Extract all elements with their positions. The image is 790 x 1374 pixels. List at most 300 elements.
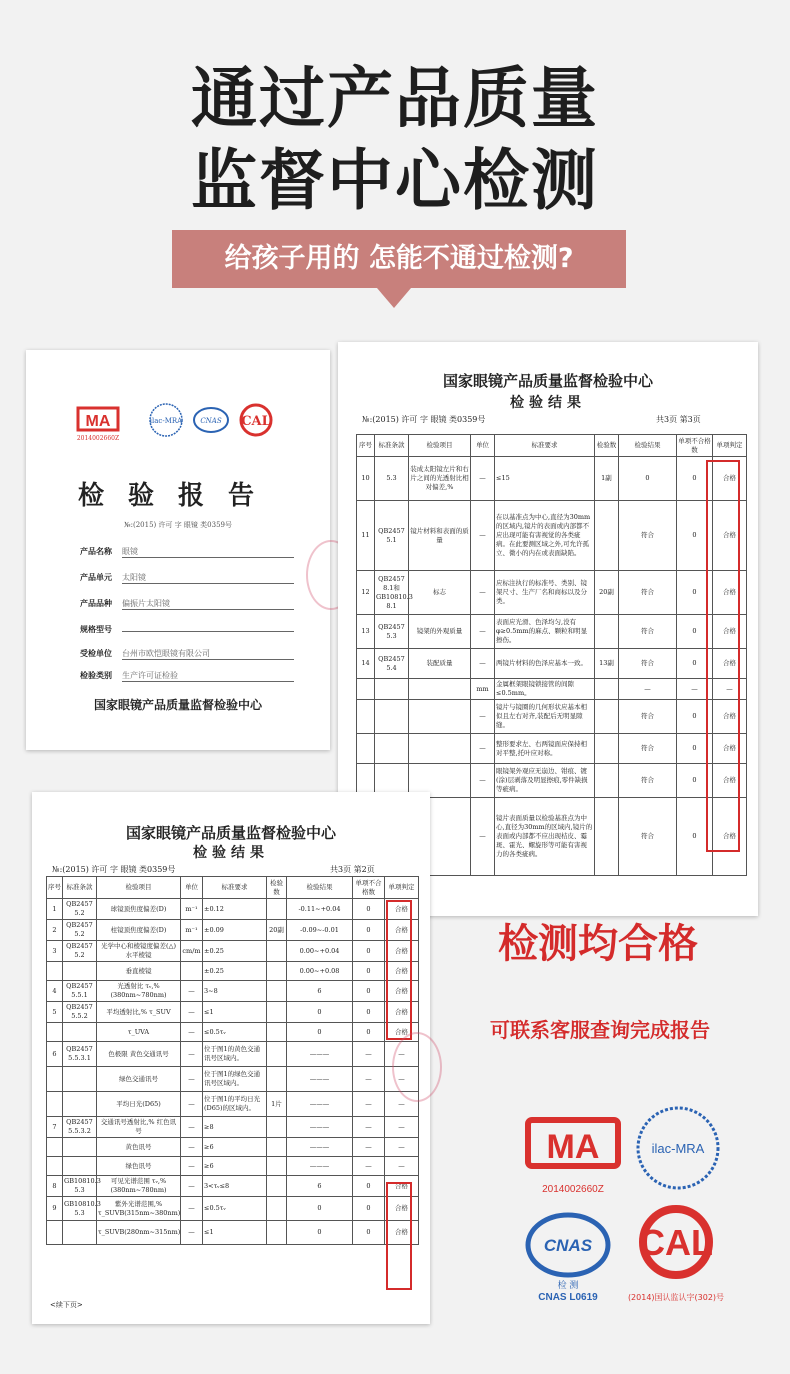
table-cell [595, 679, 619, 700]
table-cell: 合格 [385, 920, 419, 941]
table-cell: — [181, 1002, 203, 1023]
table-cell: 合格 [713, 700, 747, 734]
table-row [47, 1042, 419, 1067]
table-row [47, 1197, 419, 1221]
headline-line2: 监督中心检测 [191, 142, 599, 219]
table-cell: 可见光谱范围 τᵥ,%(380nm~780nm) [97, 1176, 181, 1197]
table-cell [357, 679, 375, 700]
p3-report-no: №:(2015) 许可 字 眼镜 类0359号 [362, 415, 486, 424]
table-header-cell: 单项判定 [713, 435, 747, 457]
table-cell: — [353, 1067, 385, 1092]
table-cell: 0 [677, 615, 713, 649]
table-cell: 应标注执行的标准号、类别、镜架尺寸、生产厂名和商标以及分类。 [495, 571, 595, 615]
p3-redbox [706, 460, 740, 852]
table-header-row [47, 877, 419, 899]
table-cell [267, 1002, 287, 1023]
table-cell: QB2457 5.5.2 [63, 1002, 97, 1023]
table-header-cell: 检验项目 [97, 877, 181, 899]
banner: 给孩子用的 怎能不通过检测? [172, 230, 626, 288]
p3-page-no: 共3页 第3页 [656, 415, 701, 424]
table-cell: ≥8 [203, 1117, 267, 1138]
table-cell [47, 1023, 63, 1042]
table-cell: 0 [677, 457, 713, 501]
table-cell: 0 [353, 941, 385, 962]
table-cell: 合格 [713, 734, 747, 764]
table-cell: — [471, 571, 495, 615]
table-row [357, 734, 747, 764]
table-cell [409, 679, 471, 700]
table-cell: 5 [47, 1002, 63, 1023]
p2-result-table [46, 876, 419, 1245]
table-cell: — [471, 764, 495, 798]
p2-title: 国家眼镜产品质量监督检验中心 [125, 824, 336, 842]
table-header-cell: 单项不合格数 [353, 877, 385, 899]
table-cell: 色极限 黄色交通讯号 [97, 1042, 181, 1067]
table-header-cell: 序号 [47, 877, 63, 899]
table-cell: 合格 [713, 764, 747, 798]
table-cell: ±0.12 [203, 899, 267, 920]
table-cell: 10 [357, 457, 375, 501]
cover-ma-text: MA [85, 413, 111, 430]
table-cell: 两镜片材料的色泽应基本一致。 [495, 649, 595, 679]
table-cell: 符合 [619, 764, 677, 798]
table-cell: 合格 [385, 941, 419, 962]
table-cell: 0 [677, 649, 713, 679]
table-cell: QB2457 5.2 [63, 899, 97, 920]
table-cell: mm [471, 679, 495, 700]
table-cell: 眼镜架外观应无崩边、钳痕、镀(涂)层剥落及明显擦痕,零件缺损等疵病。 [495, 764, 595, 798]
table-row [47, 1138, 419, 1157]
table-cell: 11 [357, 501, 375, 571]
table-row [47, 1002, 419, 1023]
table-cell [267, 1067, 287, 1092]
table-cell: 12 [357, 571, 375, 615]
table-cell: QB2457 5.5.3.2 [63, 1117, 97, 1138]
table-cell: ≥6 [203, 1138, 267, 1157]
table-cell: 合格 [713, 501, 747, 571]
table-cell: 0 [287, 1197, 353, 1221]
table-cell: — [353, 1138, 385, 1157]
table-header-cell: 单位 [181, 877, 203, 899]
table-header-cell: 单项不合格数 [677, 435, 713, 457]
table-row [47, 1092, 419, 1117]
table-cell: 符合 [619, 798, 677, 876]
table-row [47, 962, 419, 981]
table-cell: — [181, 1117, 203, 1138]
table-row [47, 1157, 419, 1176]
table-cell: 0 [677, 501, 713, 571]
cnas-logo-icon [194, 408, 228, 432]
table-cell: 合格 [385, 962, 419, 981]
table-cell: 3<τᵥ≤8 [203, 1176, 267, 1197]
p2-page-no: 共3页 第2页 [330, 865, 375, 874]
table-cell: — [181, 1221, 203, 1245]
cover-cnas-text: CNAS [200, 417, 222, 425]
table-cell: 0 [677, 764, 713, 798]
table-cell: 7 [47, 1117, 63, 1138]
table-row [357, 649, 747, 679]
table-cell [267, 899, 287, 920]
table-header-cell: 检验项目 [409, 435, 471, 457]
table-cell: m⁻¹ [181, 899, 203, 920]
table-cell: 5.3 [375, 457, 409, 501]
table-cell: GB10810.3 5.3 [63, 1197, 97, 1221]
table-cell: — [181, 1176, 203, 1197]
table-cell: 3 [47, 941, 63, 962]
table-cell: 符合 [619, 501, 677, 571]
table-cell: — [471, 649, 495, 679]
table-cell [63, 1157, 97, 1176]
table-cell: — [353, 1117, 385, 1138]
p2-subtitle: 检验结果 [193, 845, 269, 861]
table-cell: — [181, 1138, 203, 1157]
table-cell: 1 [47, 899, 63, 920]
p3-subtitle: 检验结果 [510, 395, 586, 411]
table-cell [47, 1067, 63, 1092]
table-cell: 0.00~+0.08 [287, 962, 353, 981]
table-cell: 平均透射比,% τ_SUV [97, 1002, 181, 1023]
table-cell: 0 [677, 734, 713, 764]
table-cell: QB2457 5.2 [63, 941, 97, 962]
table-cell: QB2457 5.3 [375, 615, 409, 649]
table-cell: — [471, 798, 495, 876]
table-cell: 合格 [713, 798, 747, 876]
table-cell: 0 [353, 1023, 385, 1042]
cal-logo-icon [241, 405, 271, 435]
table-cell: 合格 [385, 1197, 419, 1221]
table-cell: 2 [47, 920, 63, 941]
table-cell: 6 [287, 981, 353, 1002]
table-cell: — [385, 1042, 419, 1067]
table-cell: 合格 [713, 615, 747, 649]
table-cell [63, 962, 97, 981]
table-row [47, 981, 419, 1002]
table-cell [267, 1138, 287, 1157]
table-cell: 1副 [595, 457, 619, 501]
table-cell: 符合 [619, 571, 677, 615]
table-cell: 13副 [595, 649, 619, 679]
table-row [47, 1221, 419, 1245]
table-cell: 0 [287, 1221, 353, 1245]
table-header-cell: 检验数 [267, 877, 287, 899]
table-cell: 0 [353, 899, 385, 920]
table-cell: 0 [353, 981, 385, 1002]
table-cell: 绿色交通讯号 [97, 1067, 181, 1092]
table-row [47, 899, 419, 920]
table-cell: — [471, 734, 495, 764]
cover-field-2: 产品品种 偏振片太阳镜 [80, 598, 310, 612]
table-cell [409, 700, 471, 734]
cover-cal-text: CAL [241, 414, 271, 429]
table-cell: ±0.25 [203, 962, 267, 981]
table-cell: QB2457 5.5.1 [63, 981, 97, 1002]
table-cell: 镜架的外观质量 [409, 615, 471, 649]
table-row [47, 1067, 419, 1092]
table-cell: 0.00~+0.04 [287, 941, 353, 962]
table-cell [47, 1221, 63, 1245]
table-row [47, 1023, 419, 1042]
cover-field-5: 检验类别 生产许可证检验 [80, 670, 310, 684]
table-cell: 镜片与镜圈的几何形状应基本相似且左右对齐,装配后无明显隙缝。 [495, 700, 595, 734]
table-cell [267, 1176, 287, 1197]
table-cell: 交通讯号透射比,% 红色讯号 [97, 1117, 181, 1138]
cover-report-no: №:(2015) 许可 字 眼镜 类0359号 [124, 521, 232, 529]
table-cell: 3~8 [203, 981, 267, 1002]
table-cell: ≥6 [203, 1157, 267, 1176]
table-cell: 金属框架眼镜锁接管的间隙≤0.5mm。 [495, 679, 595, 700]
table-cell: 合格 [385, 1221, 419, 1245]
table-cell: 合格 [385, 981, 419, 1002]
table-row [47, 1117, 419, 1138]
cert-ma-no: 2014002660Z [542, 1184, 604, 1195]
table-cell: QB2457 5.4 [375, 649, 409, 679]
stamp-seal-icon [392, 1032, 442, 1102]
table-cell: 6 [287, 1176, 353, 1197]
table-cell [409, 734, 471, 764]
table-cell [267, 1023, 287, 1042]
table-cell: — [385, 1157, 419, 1176]
table-cell: — [677, 679, 713, 700]
table-cell: 0 [353, 1002, 385, 1023]
cover-ma-no: 2014002660Z [76, 435, 120, 442]
table-cell: 表面应光滑、色泽均匀,没有φ≥0.5mm的麻点、颗粒和明显擦伤。 [495, 615, 595, 649]
cert-ma-text: MA [546, 1128, 600, 1166]
table-cell [47, 962, 63, 981]
table-cell: 0 [353, 962, 385, 981]
table-cell: 平均日光(D65) [97, 1092, 181, 1117]
table-row [357, 615, 747, 649]
table-cell [181, 962, 203, 981]
table-cell [267, 1042, 287, 1067]
table-cell: — [471, 501, 495, 571]
table-cell [63, 1067, 97, 1092]
cert-logos [508, 1100, 758, 1310]
table-cell: — [385, 1138, 419, 1157]
table-cell: — [713, 679, 747, 700]
table-cell: m⁻¹ [181, 920, 203, 941]
table-cell: 位于图1的绿色交通讯号区域内。 [203, 1067, 267, 1092]
table-cell [357, 700, 375, 734]
table-cell: ≤0.5τᵥ [203, 1197, 267, 1221]
table-cell: 符合 [619, 615, 677, 649]
table-cell: 装成太阳镜左片和右片之间的光透射比相对偏差,% [409, 457, 471, 501]
table-header-cell: 序号 [357, 435, 375, 457]
table-cell: 光学中心和棱镜度偏差(△) 水平棱镜 [97, 941, 181, 962]
table-row [357, 571, 747, 615]
table-cell [595, 764, 619, 798]
table-cell: 14 [357, 649, 375, 679]
table-cell: 合格 [713, 571, 747, 615]
cert-cnas-sub: 检 测 [557, 1281, 579, 1291]
table-row [357, 679, 747, 700]
table-cell [63, 1138, 97, 1157]
table-cell: ≤15 [495, 457, 595, 501]
cert-cal-text: CAL [639, 1222, 713, 1263]
table-cell [595, 700, 619, 734]
table-cell: GB10810.3 5.3 [63, 1176, 97, 1197]
table-cell [47, 1157, 63, 1176]
table-row [357, 457, 747, 501]
headline [0, 58, 790, 222]
table-cell: 13 [357, 615, 375, 649]
table-cell: — [619, 679, 677, 700]
table-cell [595, 734, 619, 764]
table-cell: — [181, 981, 203, 1002]
table-cell: QB2457 5.2 [63, 920, 97, 941]
table-header-cell: 检验结果 [619, 435, 677, 457]
table-cell: 符合 [619, 649, 677, 679]
table-cell: — [471, 457, 495, 501]
table-cell: 0 [677, 700, 713, 734]
table-cell: 柱镜顶焦度偏差(D) [97, 920, 181, 941]
table-cell: — [385, 1117, 419, 1138]
cover-field-3: 规格型号 [80, 624, 310, 638]
table-cell: 0 [677, 798, 713, 876]
cal-logo-icon [628, 1209, 724, 1302]
table-cell: 垂直棱镜 [97, 962, 181, 981]
cover-field-4: 受检单位 台州市欧恺眼镜有限公司 [80, 648, 310, 662]
table-cell: 合格 [385, 899, 419, 920]
cover-title: 检验报告 [77, 481, 278, 511]
table-header-cell: 标准要求 [495, 435, 595, 457]
table-cell: 符合 [619, 700, 677, 734]
table-cell [357, 734, 375, 764]
table-header-cell: 检验数 [595, 435, 619, 457]
table-cell: 绿色讯号 [97, 1157, 181, 1176]
table-row [357, 700, 747, 734]
table-cell: ≤1 [203, 1002, 267, 1023]
table-cell: ——— [287, 1067, 353, 1092]
table-cell: 合格 [385, 1023, 419, 1042]
table-cell [267, 941, 287, 962]
table-cell: 合格 [713, 649, 747, 679]
table-cell: — [385, 1092, 419, 1117]
table-cell: 0 [353, 1197, 385, 1221]
table-cell: 合格 [385, 1002, 419, 1023]
table-cell: -0.09~-0.01 [287, 920, 353, 941]
table-header-cell: 标准条款 [63, 877, 97, 899]
table-cell: 位于图1的黄色交通讯号区域内。 [203, 1042, 267, 1067]
table-cell [375, 700, 409, 734]
cert-cnas-no: CNAS L0619 [538, 1292, 598, 1303]
table-row [47, 1176, 419, 1197]
table-cell: — [181, 1042, 203, 1067]
table-cell: 合格 [713, 457, 747, 501]
table-cell: 20副 [267, 920, 287, 941]
table-cell: 0 [353, 920, 385, 941]
table-cell: 9 [47, 1197, 63, 1221]
table-cell [267, 962, 287, 981]
table-cell [595, 798, 619, 876]
table-cell: QB2457 5.5.3.1 [63, 1042, 97, 1067]
p2-redbox-a [386, 900, 412, 1040]
table-header-row [357, 435, 747, 457]
table-cell [267, 1117, 287, 1138]
table-cell: — [353, 1157, 385, 1176]
table-cell: 8 [47, 1176, 63, 1197]
table-cell: ——— [287, 1117, 353, 1138]
table-cell: — [181, 1067, 203, 1092]
cover-center: 国家眼镜产品质量监督检验中心 [93, 698, 262, 712]
table-cell: ±0.09 [203, 920, 267, 941]
table-cell: 0 [619, 457, 677, 501]
table-cell [267, 1197, 287, 1221]
p2-redbox-b [386, 1182, 412, 1290]
table-cell: 符合 [619, 734, 677, 764]
table-cell: QB2457 8.1和GB10810.3 8.1 [375, 571, 409, 615]
table-cell: 在以基准点为中心,直径为30mm的区域内,镜片的表面或内部都不应出现可能有害视觉的各类疵病。在此要测区域之外,可允许孤立、微小的内在或表面缺陷。 [495, 501, 595, 571]
table-cell: 位于图1的平均日光(D65)的区域内。 [203, 1092, 267, 1117]
cnas-logo-icon [528, 1215, 608, 1303]
table-cell: ——— [287, 1092, 353, 1117]
table-cell: 1片 [267, 1092, 287, 1117]
table-cell: cm/m [181, 941, 203, 962]
table-cell [267, 1157, 287, 1176]
table-cell: 20副 [595, 571, 619, 615]
table-cell: 整形要求左、右两镜面应保持相对平整,托叶应对称。 [495, 734, 595, 764]
table-cell: 球镜顶焦度偏差(D) [97, 899, 181, 920]
ma-logo-icon [77, 408, 119, 442]
p3-title: 国家眼镜产品质量监督检验中心 [442, 372, 653, 390]
table-cell: QB2457 5.1 [375, 501, 409, 571]
table-cell: 合格 [385, 1176, 419, 1197]
table-cell: — [181, 1092, 203, 1117]
table-cell: — [181, 1023, 203, 1042]
table-cell: 4 [47, 981, 63, 1002]
table-cell [375, 734, 409, 764]
table-cell: τ_UVA [97, 1023, 181, 1042]
table-cell: 0 [353, 1221, 385, 1245]
table-row [357, 501, 747, 571]
p2-foot-note: <续下页> [50, 1301, 83, 1309]
table-cell: 光透射比 τᵥ,%(380nm~780nm) [97, 981, 181, 1002]
cover-ilac-text: ilac-MRA [149, 417, 183, 425]
table-cell: 镜片材料和表面的质量 [409, 501, 471, 571]
table-cell: ——— [287, 1042, 353, 1067]
table-cell: ≤1 [203, 1221, 267, 1245]
table-cell [63, 1092, 97, 1117]
table-cell: — [181, 1157, 203, 1176]
table-cell: 标志 [409, 571, 471, 615]
cover-field-1: 产品单元 太阳镜 [80, 572, 310, 586]
cert-cal-no: (2014)国认监认字(302)号 [627, 1293, 725, 1302]
table-cell: — [471, 700, 495, 734]
table-cell: ——— [287, 1157, 353, 1176]
table-cell: 0 [287, 1023, 353, 1042]
report-page-2 [32, 792, 430, 1324]
table-header-cell: 标准条款 [375, 435, 409, 457]
ilac-mra-logo-icon [638, 1108, 718, 1188]
table-cell [595, 501, 619, 571]
table-cell [63, 1221, 97, 1245]
ilac-logo-icon [150, 404, 183, 436]
cover-logos [76, 402, 296, 442]
cert-cnas-text: CNAS [543, 1236, 593, 1255]
table-cell: -0.11~+0.04 [287, 899, 353, 920]
table-cell: 0 [287, 1002, 353, 1023]
table-cell: — [471, 615, 495, 649]
table-cell: — [181, 1197, 203, 1221]
p2-report-no: №:(2015) 许可 字 眼镜 类0359号 [52, 865, 176, 874]
headline-line1: 通过产品质量 [191, 60, 599, 137]
table-cell: 0 [677, 571, 713, 615]
table-cell [595, 615, 619, 649]
table-row [47, 941, 419, 962]
table-cell: 紫外光谱范围,% τ_SUVB(315nm~380nm) [97, 1197, 181, 1221]
table-cell: 装配质量 [409, 649, 471, 679]
table-cell: — [353, 1042, 385, 1067]
table-cell [63, 1023, 97, 1042]
